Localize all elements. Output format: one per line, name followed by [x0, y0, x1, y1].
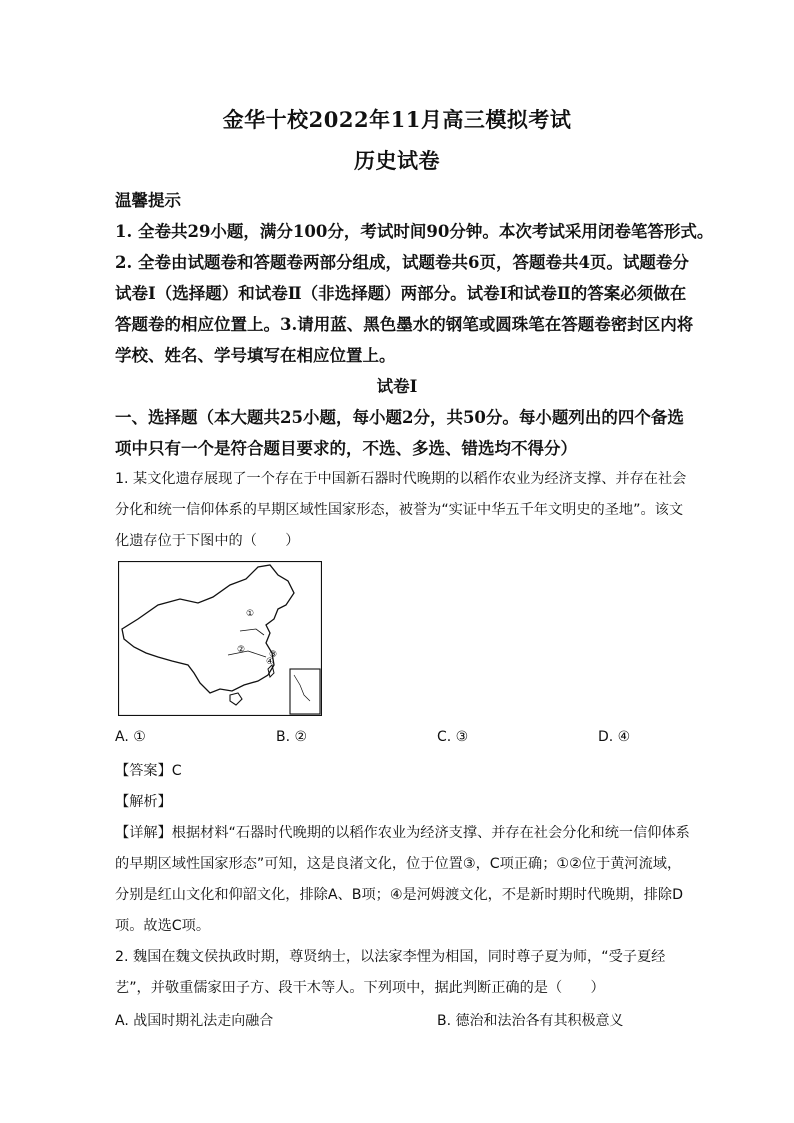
subject-title: 历史试卷: [354, 148, 440, 173]
question-1-stem: 分化和统一信仰体系的早期区域性国家形态，被誉为“实证中华五千年文明史的圣地”。该文: [115, 502, 684, 518]
question-1-option-b: B. ②: [276, 729, 308, 745]
analysis-detail: 分别是红山文化和仰韶文化，排除A、B项；④是河姆渡文化，不是新时期时代晚期，排除D: [115, 887, 684, 903]
map-marker-2: ②: [237, 645, 246, 655]
notice-line: 试卷Ⅰ（选择题）和试卷Ⅱ（非选择题）两部分。试卷Ⅰ和试卷Ⅱ的答案必须做在: [115, 284, 687, 303]
question-2-stem: 2. 魏国在魏文侯执政时期，尊贤纳士，以法家李悝为相国，同时尊子夏为师，“受子夏经: [115, 949, 666, 965]
map-marker-3: ③: [269, 650, 278, 660]
map-marker-4: ④: [266, 657, 275, 667]
notice-line: 1. 全卷共29小题，满分100分，考试时间90分钟。本次考试采用闭卷笔答形式。: [115, 222, 714, 241]
question-1-option-a: A. ①: [115, 729, 146, 745]
exam-title: 金华十校2022年11月高三模拟考试: [222, 107, 572, 132]
question-2-stem: 艺”，并敬重儒家田子方、段干木等人。下列项中，据此判断正确的是（ ）: [115, 980, 605, 996]
question-2-option-a: A. 战国时期礼法走向融合: [115, 1013, 274, 1029]
analysis-detail: 【详解】根据材料“石器时代晚期的以稻作农业为经济支撑、并存在社会分化和统一信仰体系: [115, 825, 690, 841]
china-map-figure: [118, 561, 322, 716]
question-1-option-c: C. ③: [437, 729, 469, 745]
analysis-detail: 的早期区域性国家形态”可知，这是良渚文化，位于位置③，C项正确；①②位于黄河流域，: [115, 856, 682, 872]
question-1-stem: 化遗存位于下图中的（ ）: [115, 533, 300, 549]
question-1-option-d: D. ④: [598, 729, 631, 745]
map-marker-1: ①: [246, 609, 255, 619]
notice-line: 2. 全卷由试题卷和答题卷两部分组成，试题卷共6页，答题卷共4页。试题卷分: [115, 253, 689, 272]
section-heading: 一、选择题（本大题共25小题，每小题2分，共50分。每小题列出的四个备选: [115, 408, 684, 427]
analysis-label: 【解析】: [115, 794, 172, 810]
notice-heading: 温馨提示: [115, 191, 181, 210]
section-heading: 项中只有一个是符合题目要求的，不选、多选、错选均不得分）: [115, 439, 577, 458]
question-1-stem: 1. 某文化遗存展现了一个存在于中国新石器时代晚期的以稻作农业为经济支撑、并存在社会: [115, 471, 687, 487]
analysis-detail: 项。故选C项。: [115, 918, 211, 934]
paper-label: 试卷Ⅰ: [376, 377, 418, 396]
answer-label: 【答案】C: [115, 763, 182, 779]
question-2-option-b: B. 德治和法治各有其积极意义: [437, 1013, 624, 1029]
notice-line: 学校、姓名、学号填写在相应位置上。: [115, 346, 396, 365]
notice-line: 答题卷的相应位置上。3.请用蓝、黑色墨水的钢笔或圆珠笔在答题卷密封区内将: [115, 315, 694, 334]
